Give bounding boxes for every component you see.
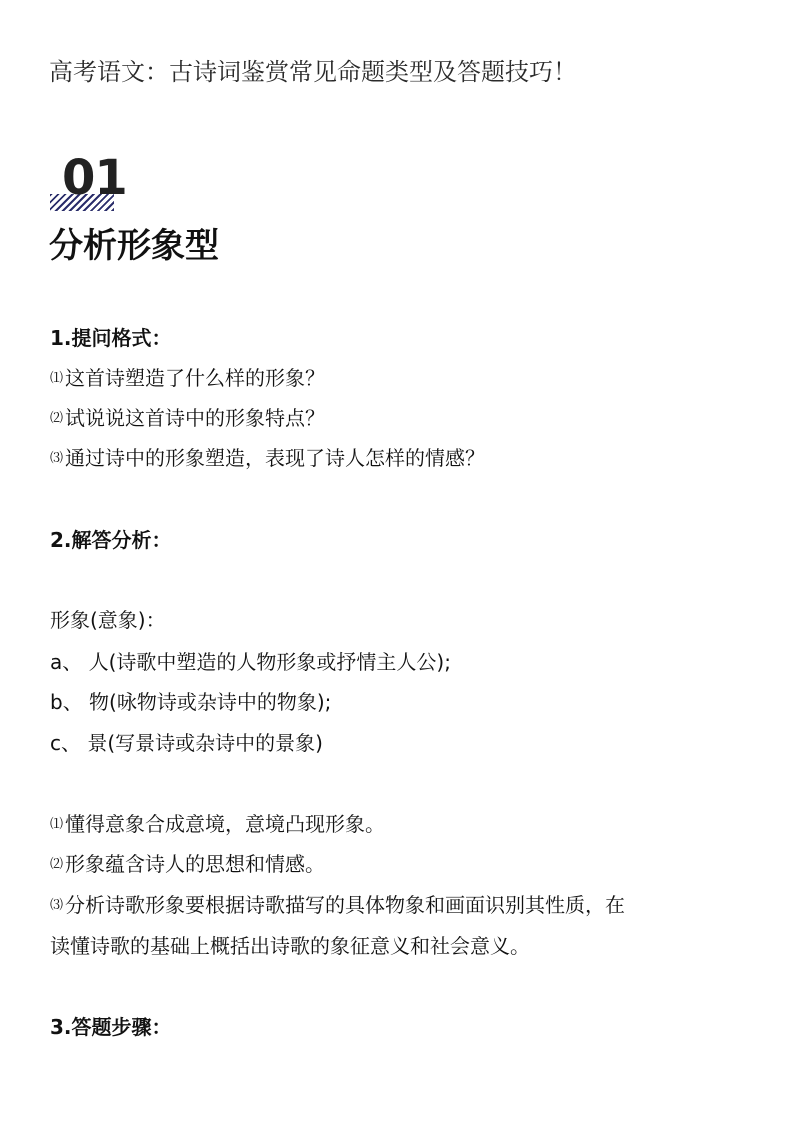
part2-intro: 形象(意象)：	[50, 608, 166, 632]
item-number: ⑵	[50, 857, 64, 872]
part1-item	[50, 364, 325, 396]
item-number: ⑴	[50, 817, 64, 832]
item-text: 这首诗塑造了什么样的形象？	[65, 366, 326, 390]
part1-heading: 1.提问格式：	[50, 326, 172, 350]
item-number: ⑴	[50, 371, 64, 386]
part3-heading: 3.答题步骤：	[50, 1015, 172, 1039]
point-item	[50, 850, 325, 882]
point-continuation: 读懂诗歌的基础上概括出诗歌的象征意义和社会意义。	[50, 934, 530, 958]
part1-item	[50, 444, 485, 476]
item-text: 通过诗中的形象塑造，表现了诗人怎样的情感？	[65, 446, 486, 470]
item-text: 形象蕴含诗人的思想和情感。	[65, 852, 326, 876]
item-number: ⑵	[50, 411, 64, 426]
item-text: 试说说这首诗中的形象特点？	[65, 406, 326, 430]
item-text: 懂得意象合成意境，意境凸现形象。	[65, 812, 386, 836]
section-number: 01	[62, 150, 127, 206]
part2-heading: 2.解答分析：	[50, 528, 172, 552]
section-number-badge	[50, 150, 127, 214]
category-item: b、 物(咏物诗或杂诗中的物象);	[50, 690, 332, 714]
document-title: 高考语文：古诗词鉴赏常见命题类型及答题技巧！	[49, 58, 577, 86]
point-item	[50, 891, 625, 923]
category-item: c、 景(写景诗或杂诗中的景象)	[50, 731, 323, 755]
category-item: a、 人(诗歌中塑造的人物形象或抒情主人公);	[50, 650, 451, 674]
item-number: ⑶	[50, 451, 64, 466]
part1-item	[50, 404, 325, 436]
point-item	[50, 810, 385, 842]
section-title: 分析形象型	[49, 226, 219, 266]
item-text: 分析诗歌形象要根据诗歌描写的具体物象和画面识别其性质，在	[65, 893, 626, 917]
item-number: ⑶	[50, 898, 64, 913]
